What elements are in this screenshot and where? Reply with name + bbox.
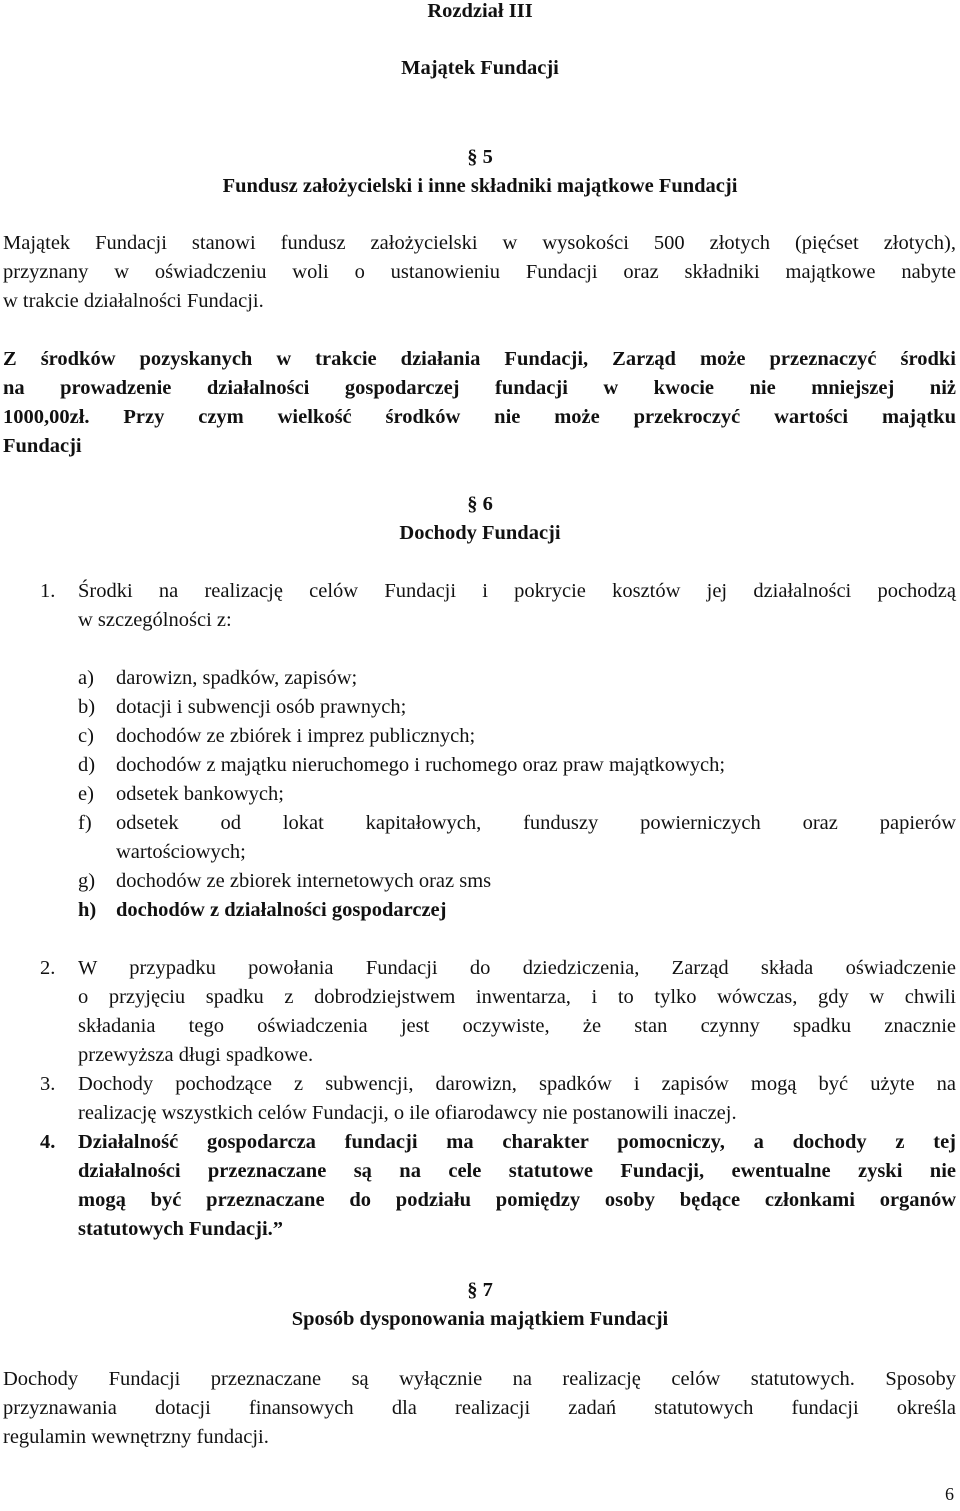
list-item-label: a) <box>78 667 94 689</box>
section-6-title: Dochody Fundacji <box>399 522 561 544</box>
item-label: 3. <box>40 1073 56 1095</box>
paragraph-line: w trakcie działalności Fundacji. <box>3 290 264 312</box>
chapter-subtitle: Majątek Fundacji <box>401 57 559 79</box>
paragraph-line: na prowadzenie działalności gospodarczej fundacji w kwocie nie mniejszej niż <box>3 377 956 399</box>
item-line: statutowych Fundacji.” <box>78 1218 284 1240</box>
paragraph-line: Dochody Fundacji przeznaczane są wyłącznie na realizację celów statutowych. Sposoby <box>3 1368 956 1390</box>
item-line: W przypadku powołania Fundacji do dziedziczenia, Zarząd składa oświadczenie <box>78 957 956 979</box>
paragraph-line: 1000,00zł. Przy czym wielkość środków nie może przekroczyć wartości majątku <box>3 406 956 428</box>
paragraph-line: przyznany w oświadczeniu woli o ustanowieniu Fundacji oraz składniki majątkowe nabyte <box>3 261 956 283</box>
list-item-label: b) <box>78 696 96 718</box>
list-item-label: f) <box>78 812 92 834</box>
item-line: w szczególności z: <box>78 609 232 631</box>
item-line: składania tego oświadczenia jest oczywiste, że stan czynny spadku znacznie <box>78 1015 956 1037</box>
page-number: 6 <box>945 1484 954 1504</box>
item-line: mogą być przeznaczane do podziału pomiędzy osoby będące członkami organów <box>78 1189 956 1211</box>
list-item-label: h) <box>78 899 97 921</box>
item-line: Środki na realizację celów Fundacji i pokrycie kosztów jej działalności pochodzą <box>78 580 956 602</box>
list-item-text: dochodów z działalności gospodarczej <box>116 899 447 921</box>
section-5-title: Fundusz założycielski i inne składniki majątkowe Fundacji <box>222 175 738 197</box>
paragraph-line: regulamin wewnętrzny fundacji. <box>3 1426 269 1448</box>
list-item-text: dotacji i subwencji osób prawnych; <box>116 696 407 718</box>
paragraph-line: Z środków pozyskanych w trakcie działania Fundacji, Zarząd może przeznaczyć środki <box>3 348 956 370</box>
paragraph-line: Majątek Fundacji stanowi fundusz założycielski w wysokości 500 złotych (pięćset złotych), <box>3 232 956 254</box>
item-label: 1. <box>40 580 56 602</box>
section-6-number: § 6 <box>467 493 493 515</box>
list-item-text-continued: wartościowych; <box>116 841 246 863</box>
list-item-label: c) <box>78 725 94 747</box>
item-label: 4. <box>40 1131 56 1153</box>
item-line: o przyjęciu spadku z dobrodziejstwem inwentarza, i to tylko wówczas, gdy w chwili <box>78 986 956 1008</box>
list-item-label: g) <box>78 870 96 892</box>
list-item-text: dochodów ze zbiórek i imprez publicznych; <box>116 725 476 747</box>
item-line: przewyższa długi spadkowe. <box>78 1044 314 1066</box>
paragraph-line: przyznawania dotacji finansowych dla realizacji zadań statutowych fundacji określa <box>3 1397 956 1419</box>
item-label: 2. <box>40 957 56 979</box>
list-item-label: e) <box>78 783 94 805</box>
list-item-text: odsetek od lokat kapitałowych, funduszy powierniczych oraz papierów <box>116 812 956 834</box>
section-5-number: § 5 <box>467 146 493 168</box>
list-item-text: darowizn, spadków, zapisów; <box>116 667 358 689</box>
item-line: realizację wszystkich celów Fundacji, o ile ofiarodawcy nie postanowili inaczej. <box>78 1102 737 1124</box>
list-item-text: odsetek bankowych; <box>116 783 284 805</box>
item-line: działalności przeznaczane są na cele statutowe Fundacji, ewentualne zyski nie <box>78 1160 956 1182</box>
list-item-text: dochodów z majątku nieruchomego i ruchomego oraz praw majątkowych; <box>116 754 726 776</box>
list-item-label: d) <box>78 754 96 776</box>
section-7-number: § 7 <box>467 1279 493 1301</box>
item-line: Dochody pochodzące z subwencji, darowizn, spadków i zapisów mogą być użyte na <box>78 1073 956 1095</box>
chapter-title: Rozdział III <box>427 0 533 22</box>
item-line: Działalność gospodarcza fundacji ma charakter pomocniczy, a dochody z tej <box>78 1131 956 1153</box>
list-item-text: dochodów ze zbiorek internetowych oraz sms <box>116 870 492 892</box>
section-7-title: Sposób dysponowania majątkiem Fundacji <box>291 1308 669 1330</box>
paragraph-line: Fundacji <box>3 435 82 457</box>
